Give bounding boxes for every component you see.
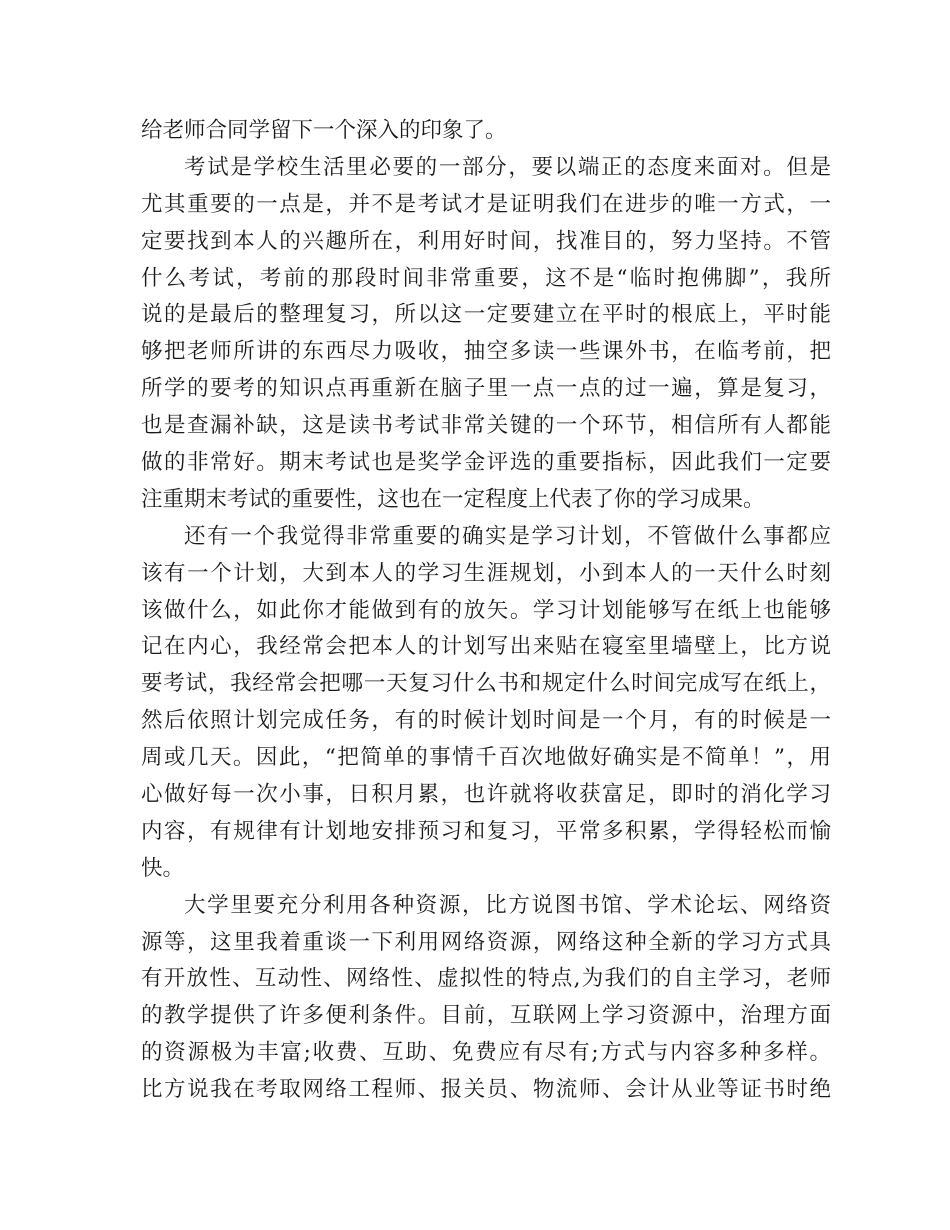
- text-line: 的教学提供了许多便利条件。目前，互联网上学习资源中，治理方面: [141, 1003, 831, 1029]
- text-line: 大学里要充分利用各种资源，比方说图书馆、学术论坛、网络资: [184, 892, 831, 918]
- text-line: 比方说我在考取网络工程师、报关员、物流师、会计从业等证书时绝: [141, 1077, 831, 1103]
- text-line: 做的非常好。期末考试也是奖学金评选的重要指标，因此我们一定要: [141, 450, 831, 476]
- text-line: 说的是最后的整理复习，所以这一定要建立在平时的根底上，平时能: [141, 302, 831, 328]
- text-line: 所学的要考的知识点再重新在脑子里一点一点的过一遍，算是复习，: [141, 376, 831, 402]
- text-line: 有开放性、互动性、网络性、虚拟性的特点,为我们的自主学习，老师: [141, 966, 831, 992]
- text-line: 给老师合同学留下一个深入的印象了。: [141, 118, 507, 143]
- text-line: 定要找到本人的兴趣所在，利用好时间，找准目的，努力坚持。不管: [141, 228, 831, 254]
- text-line: 心做好每一次小事，日积月累，也许就将收获富足，即时的消化学习: [141, 782, 831, 808]
- text-line: 然后依照计划完成任务，有的时候计划时间是一个月，有的时候是一: [141, 708, 831, 734]
- text-line: 尤其重要的一点是，并不是考试才是证明我们在进步的唯一方式，一: [141, 191, 831, 217]
- text-line: 要考试，我经常会把哪一天复习什么书和规定什么时间完成写在纸上，: [141, 671, 831, 697]
- body-text: [141, 113, 831, 1109]
- text-line: 注重期末考试的重要性，这也在一定程度上代表了你的学习成果。: [141, 486, 765, 512]
- text-line: 还有一个我觉得非常重要的确实是学习计划，不管做什么事都应: [184, 523, 831, 549]
- text-line: 的资源极为丰富;收费、互助、免费应有尽有;方式与内容多种多样。: [141, 1040, 831, 1066]
- text-line: 也是查漏补缺，这是读书考试非常关键的一个环节，相信所有人都能: [141, 413, 831, 439]
- text-line: 考试是学校生活里必要的一部分，要以端正的态度来面对。但是: [184, 154, 831, 180]
- text-line: 快。: [141, 855, 185, 881]
- text-line: 该做什么，如此你才能做到有的放矢。学习计划能够写在纸上也能够: [141, 597, 831, 623]
- text-line: 什么考试，考前的那段时间非常重要，这不是“临时抱佛脚”，我所: [141, 265, 831, 291]
- text-line: 记在内心，我经常会把本人的计划写出来贴在寝室里墙壁上，比方说: [141, 634, 831, 660]
- text-line: 周或几天。因此，“把简单的事情千百次地做好确实是不简单！”，用: [141, 745, 831, 771]
- text-line: 源等，这里我着重谈一下利用网络资源，网络这种全新的学习方式具: [141, 929, 831, 955]
- text-line: 够把老师所讲的东西尽力吸收，抽空多读一些课外书，在临考前，把: [141, 339, 831, 365]
- text-line: 该有一个计划，大到本人的学习生涯规划，小到本人的一天什么时刻: [141, 560, 831, 586]
- text-line: 内容，有规律有计划地安排预习和复习，平常多积累，学得轻松而愉: [141, 818, 831, 844]
